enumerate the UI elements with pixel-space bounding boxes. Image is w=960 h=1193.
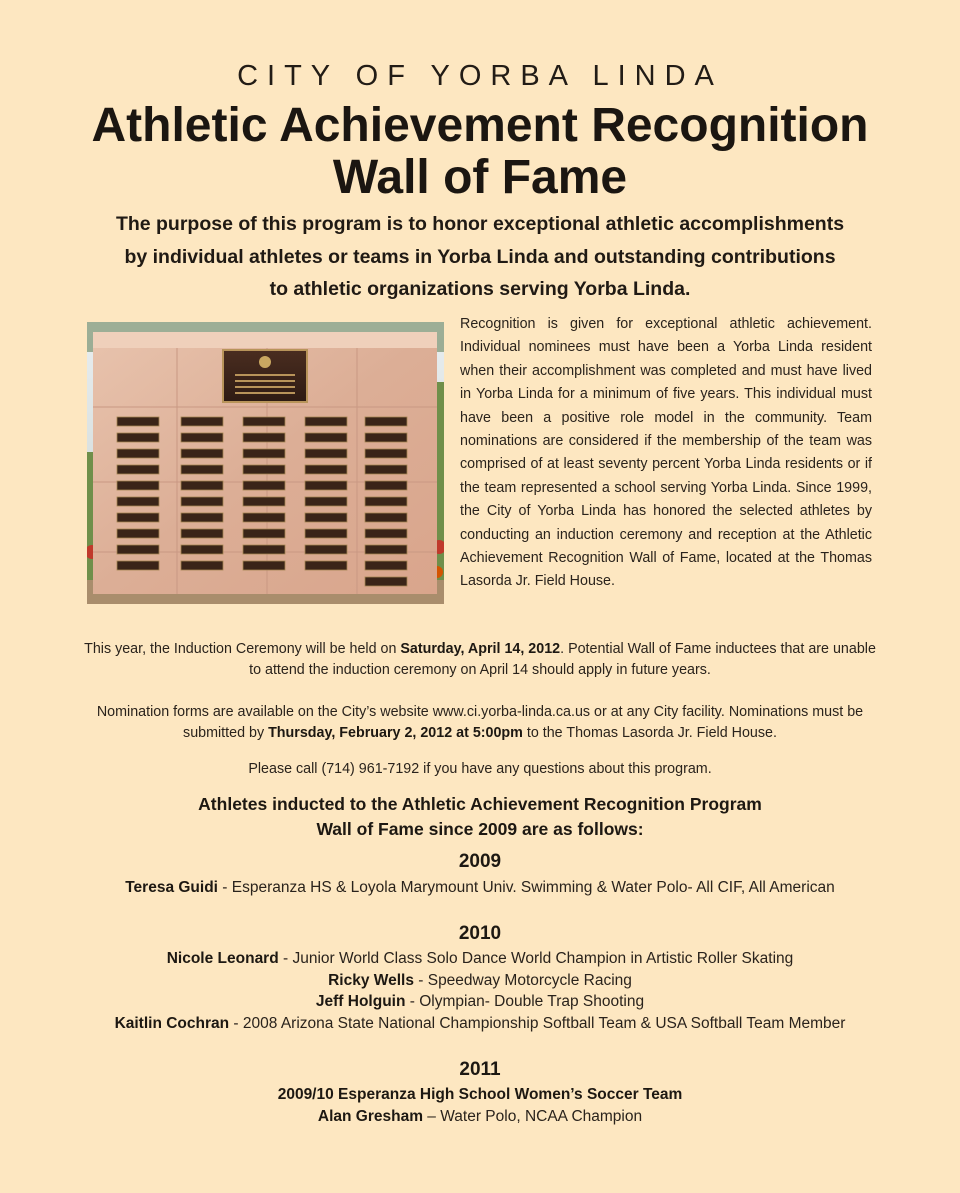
inductees-heading-line-2: Wall of Fame since 2009 are as follows:	[316, 819, 644, 839]
title-line-1: Athletic Achievement Recognition	[91, 99, 869, 152]
page-title	[0, 100, 960, 204]
ceremony-text-post: . Potential Wall of Fame inductees that are unable to attend the induction ceremony on April 14 should apply in future years.	[249, 641, 876, 678]
inductee-detail: - Speedway Motorcycle Racing	[413, 972, 632, 989]
inductee-name: Jeff Holguin	[315, 993, 406, 1010]
wall-of-fame-photo	[87, 322, 444, 604]
ceremony-notice	[80, 639, 880, 681]
inductee-entry	[0, 877, 960, 899]
inductee-detail: – Water Polo, NCAA Champion	[423, 1108, 643, 1125]
inductee-detail: - 2008 Arizona State National Championship Softball Team & USA Softball Team Member	[229, 1015, 846, 1032]
title-line-2: Wall of Fame	[332, 151, 628, 204]
inductee-detail: - Esperanza HS & Loyola Marymount Univ. Swimming & Water Polo- All CIF, All American	[217, 879, 835, 896]
inductee-entry	[0, 1106, 960, 1128]
inductee-name: Alan Gresham	[317, 1108, 423, 1125]
purpose-statement	[80, 208, 880, 306]
year-heading-2010: 2010	[458, 923, 502, 944]
nomination-notice	[80, 702, 880, 744]
nomination-text-pre: Nomination forms are available on the City’s website www.ci.yorba-linda.ca.us or at any City facility. Nominations must be submitted by	[96, 704, 864, 741]
purpose-line-3: to athletic organizations serving Yorba Linda.	[269, 278, 691, 300]
description-paragraph: Recognition is given for exceptional athletic achievement. Individual nominees must have been a Yorba Linda resident when their accomplishment was completed and must have lived in Yorba Linda for a minimum of five years. This individual must have been a positive role model in the community. Team nominations are considered if the membership of the team was comprised of at least seventy percent Yorba Linda residents or if the team represented a school serving Yorba Linda. Since 1999, the City of Yorba Linda has honored the selected athletes by conducting an induction ceremony and reception at the Athletic Achievement Recognition Wall of Fame, located at the Thomas Lasorda Jr. Field House.	[460, 316, 872, 590]
purpose-line-1: The purpose of this program is to honor exceptional athletic accomplishments	[115, 213, 845, 235]
ceremony-date: Saturday, April 14, 2012	[400, 641, 561, 657]
purpose-line-2: by individual athletes or teams in Yorba Linda and outstanding contributions	[124, 245, 836, 268]
contact-line: Please call (714) 961-7192 if you have any questions about this program.	[248, 761, 712, 777]
inductee-entry	[0, 991, 960, 1013]
inductees-heading	[80, 792, 880, 842]
program-description	[460, 313, 872, 594]
inductees-heading-line-1: Athletes inducted to the Athletic Achievement Recognition Program	[198, 794, 762, 814]
year-heading-2009: 2009	[458, 851, 502, 872]
inductee-name: Nicole Leonard	[166, 950, 279, 967]
inductee-name: Kaitlin Cochran	[114, 1015, 230, 1032]
inductee-name: Ricky Wells	[328, 972, 414, 989]
inductee-name: Teresa Guidi	[125, 879, 218, 896]
inductee-detail: - Olympian- Double Trap Shooting	[405, 993, 645, 1010]
ceremony-text-pre: This year, the Induction Ceremony will be held on	[84, 641, 401, 657]
nomination-deadline: Thursday, February 2, 2012 at 5:00pm	[268, 725, 523, 741]
inductee-name: 2009/10 Esperanza High School Women’s Soccer Team	[277, 1086, 683, 1103]
inductee-entry	[0, 948, 960, 970]
nomination-text-post: to the Thomas Lasorda Jr. Field House.	[522, 725, 777, 741]
year-heading-2011: 2011	[459, 1059, 501, 1080]
city-name: CITY OF YORBA LINDA	[237, 60, 723, 92]
wall-photo-illustration	[87, 322, 444, 604]
inductee-entry	[0, 1084, 960, 1106]
inductee-entry	[0, 1013, 960, 1035]
inductee-entry	[0, 970, 960, 992]
inductee-detail: - Junior World Class Solo Dance World Champion in Artistic Roller Skating	[278, 950, 794, 967]
